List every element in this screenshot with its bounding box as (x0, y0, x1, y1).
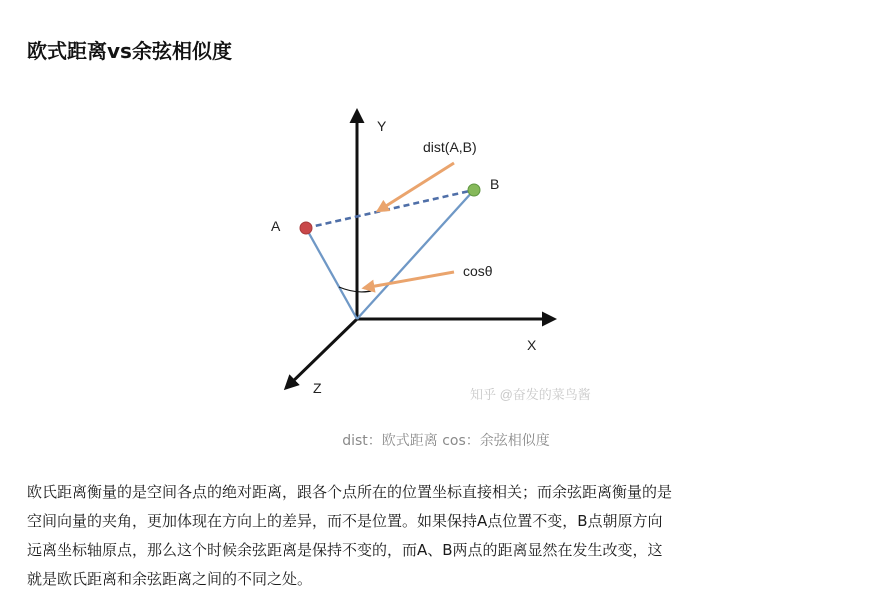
vector-b (357, 190, 474, 319)
point-a-marker (300, 222, 312, 234)
diagram-labels (271, 118, 591, 402)
points (300, 184, 480, 234)
vectors (306, 190, 474, 319)
paragraph-line: 欧氏距离衡量的是空间各点的绝对距离，跟各个点所在的位置坐标直接相关；而余弦距离衡量的是 (27, 483, 673, 501)
x-axis-label: X (527, 337, 537, 353)
z-axis (286, 319, 357, 388)
point-a-label: A (271, 218, 281, 234)
angle-annotation-arrow (364, 272, 454, 288)
watermark: 知乎 @奋发的菜鸟酱 (470, 387, 591, 402)
distance-label: dist(A,B) (423, 139, 477, 155)
angle-label: cosθ (463, 263, 493, 279)
point-b-label: B (490, 176, 500, 192)
paragraph-line: 远离坐标轴原点，那么这个时候余弦距离是保持不变的，而A、B两点的距离显然在发生改变，这 (27, 541, 663, 559)
page-title: 欧式距离vs余弦相似度 (27, 39, 232, 64)
z-axis-label: Z (313, 380, 322, 396)
article-paragraph (27, 478, 827, 594)
vector-a (306, 228, 357, 319)
paragraph-line: 空间向量的夹角，更加体现在方向上的差异，而不是位置。如果保持A点位置不变，B点朝原方向 (27, 512, 663, 530)
point-b-marker (468, 184, 480, 196)
distance-dashed-line (306, 190, 474, 228)
y-axis-label: Y (377, 118, 387, 134)
figure-caption: dist：欧式距离 cos：余弦相似度 (342, 433, 550, 449)
paragraph-line: 就是欧氏距离和余弦距离之间的不同之处。 (27, 570, 313, 588)
